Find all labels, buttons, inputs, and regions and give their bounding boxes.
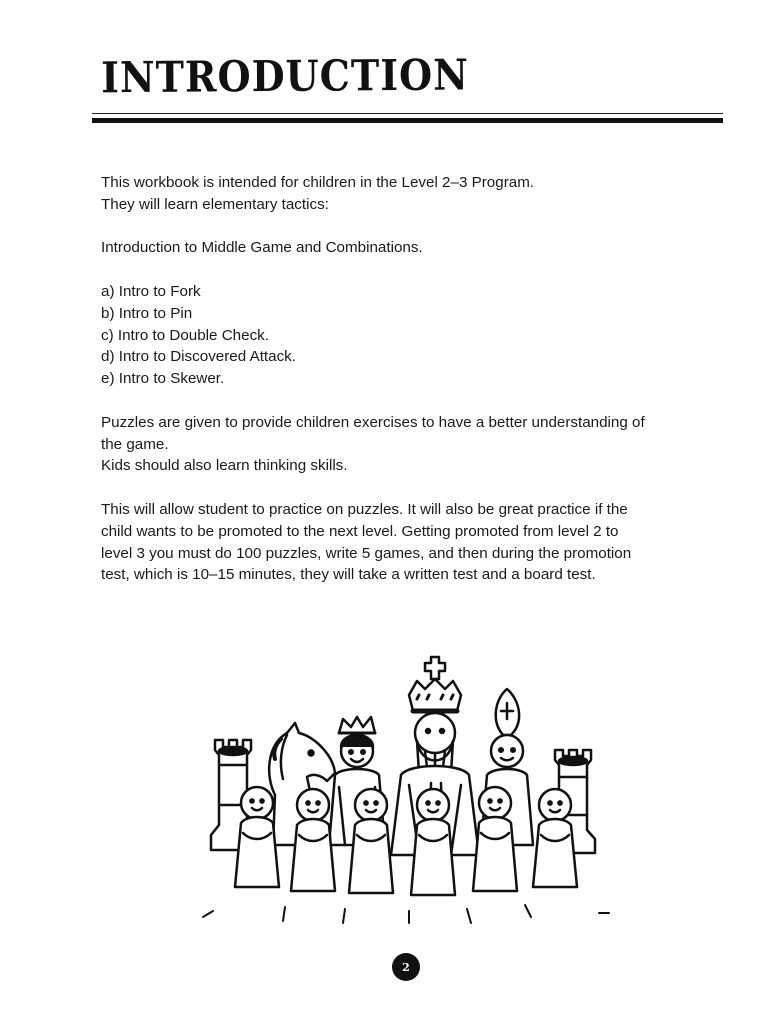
text-line: Puzzles are given to provide children exercises to have a better understanding of xyxy=(101,413,645,431)
list-item: b) Intro to Pin xyxy=(101,304,193,322)
text-line: level 3 you must do 100 puzzles, write 5 games, and then during the promotion xyxy=(101,544,632,562)
puzzles-paragraph xyxy=(101,412,691,477)
list-item: c) Intro to Double Check. xyxy=(101,326,269,344)
chess-pieces-illustration xyxy=(195,655,615,925)
topic-heading xyxy=(101,237,691,259)
tactics-list xyxy=(101,281,691,390)
text-line: This workbook is intended for children in the Level 2–3 Program. xyxy=(101,174,535,191)
intro-paragraph xyxy=(101,172,691,216)
ground-lines xyxy=(203,905,609,923)
text-line: Kids should also learn thinking skills. xyxy=(101,457,348,475)
page-number: 2 xyxy=(392,953,420,981)
text-line: Introduction to Middle Game and Combinations. xyxy=(101,239,423,257)
page-title: INTRODUCTION xyxy=(101,49,470,103)
title-divider-thick xyxy=(92,118,723,123)
list-item: a) Intro to Fork xyxy=(101,282,201,300)
pawn-piece xyxy=(533,789,577,887)
text-line: test, which is 10–15 minutes, they will take a written test and a board test. xyxy=(101,566,596,584)
list-item: d) Intro to Discovered Attack. xyxy=(101,348,296,366)
pawn-piece xyxy=(411,789,455,895)
list-item: e) Intro to Skewer. xyxy=(101,370,225,388)
title-divider-thin xyxy=(92,113,723,114)
text-line: child wants to be promoted to the next level. Getting promoted from level 2 to xyxy=(101,522,619,540)
pawn-piece xyxy=(235,787,279,887)
text-line: They will learn elementary tactics: xyxy=(101,195,329,213)
text-line: This will allow student to practice on puzzles. It will also be great practice if the xyxy=(101,500,628,518)
pawn-piece xyxy=(473,787,517,891)
intro-body xyxy=(101,172,691,608)
text-line: the game. xyxy=(101,435,169,453)
pawn-piece xyxy=(291,789,335,891)
promotion-paragraph xyxy=(101,499,691,586)
pawn-piece xyxy=(349,789,393,893)
